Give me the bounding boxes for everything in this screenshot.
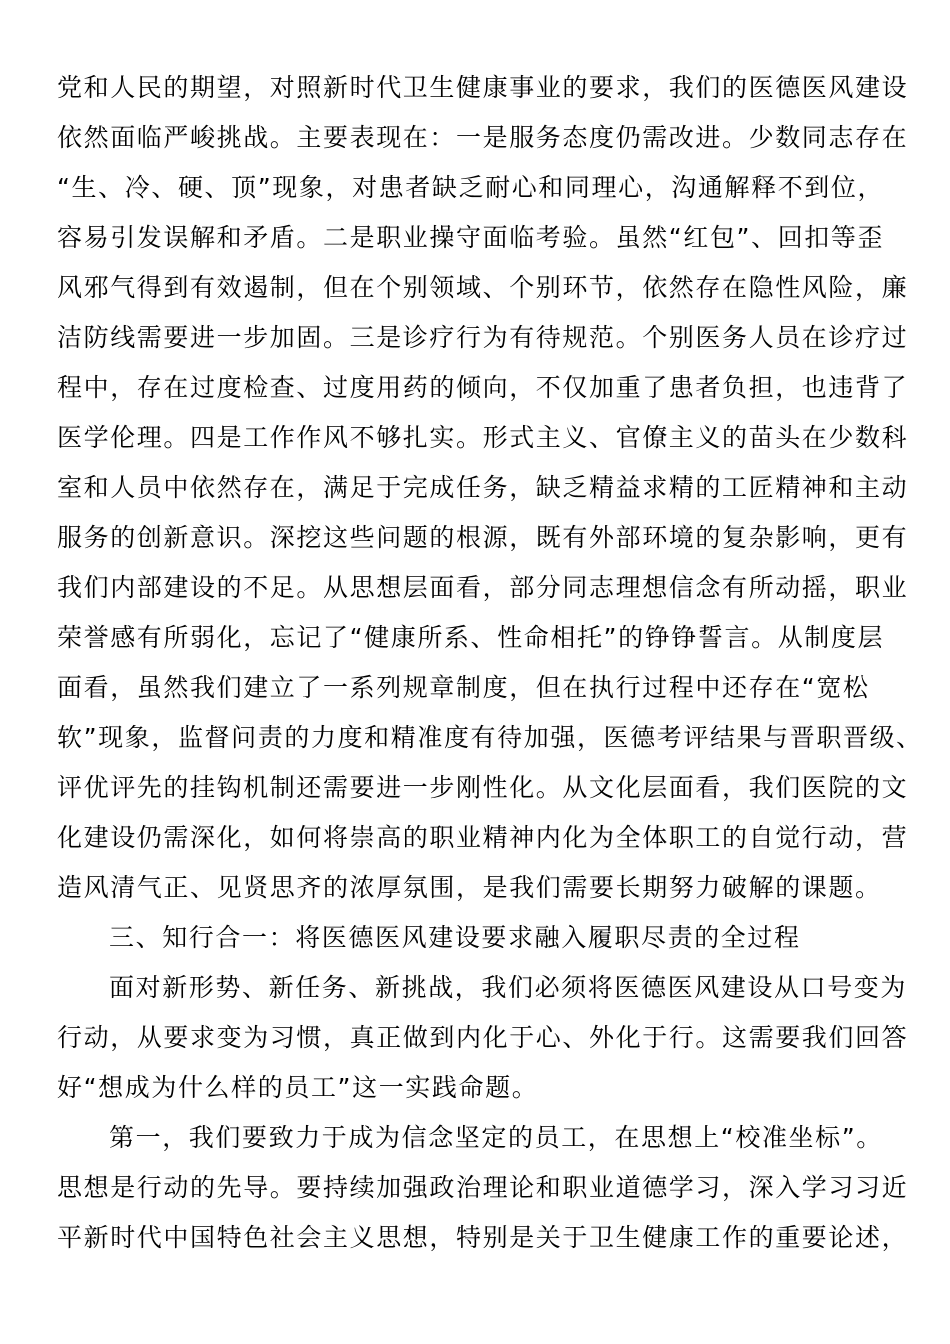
text-line: 化建设仍需深化，如何将崇高的职业精神内化为全体职工的自觉行动，营 [57, 823, 909, 852]
text-line: 面对新形势、新任务、新挑战，我们必须将医德医风建设从口号变为 [109, 973, 908, 1002]
text-line: 党和人民的期望，对照新时代卫生健康事业的要求，我们的医德医风建设 [57, 73, 909, 102]
text-line: 洁防线需要进一步加固。三是诊疗行为有待规范。个别医务人员在诊疗过 [57, 323, 909, 352]
text-line: 医学伦理。四是工作作风不够扎实。形式主义、官僚主义的苗头在少数科 [57, 423, 909, 452]
text-line: 平新时代中国特色社会主义思想，特别是关于卫生健康工作的重要论述， [57, 1223, 909, 1252]
text-line: “生、冷、硬、顶”现象，对患者缺乏耐心和同理心，沟通解释不到位， [57, 173, 885, 202]
text-line: 评优评先的挂钩机制还需要进一步刚性化。从文化层面看，我们医院的文 [57, 773, 909, 802]
text-line: 室和人员中依然存在，满足于完成任务，缺乏精益求精的工匠精神和主动 [57, 473, 909, 502]
section-heading: 三、知行合一：将医德医风建设要求融入履职尽责的全过程 [109, 923, 801, 952]
paragraph-intro [57, 963, 909, 1113]
text-line: 思想是行动的先导。要持续加强政治理论和职业道德学习，深入学习习近 [57, 1173, 909, 1202]
paragraph-first-point [57, 1113, 909, 1263]
text-line: 软”现象，监督问责的力度和精准度有待加强，医德考评结果与晋职晋级、 [57, 723, 923, 752]
text-line: 服务的创新意识。深挖这些问题的根源，既有外部环境的复杂影响，更有 [57, 523, 909, 552]
text-line: 第一，我们要致力于成为信念坚定的员工，在思想上“校准坐标”。 [109, 1123, 883, 1152]
text-line: 面看，虽然我们建立了一系列规章制度，但在执行过程中还存在“宽松 [57, 673, 870, 702]
text-line: 风邪气得到有效遏制，但在个别领域、个别环节，依然存在隐性风险，廉 [57, 273, 909, 302]
text-line: 荣誉感有所弱化，忘记了“健康所系、性命相托”的铮铮誓言。从制度层 [57, 623, 885, 652]
paragraph-problems [57, 63, 923, 913]
text-line: 依然面临严峻挑战。主要表现在：一是服务态度仍需改进。少数同志存在 [57, 123, 909, 152]
text-line: 容易引发误解和矛盾。二是职业操守面临考验。虽然“红包”、回扣等歪 [57, 223, 885, 252]
text-line: 行动，从要求变为习惯，真正做到内化于心、外化于行。这需要我们回答 [57, 1023, 909, 1052]
text-line: 好“想成为什么样的员工”这一实践命题。 [57, 1073, 539, 1102]
text-line: 程中，存在过度检查、过度用药的倾向，不仅加重了患者负担，也违背了 [57, 373, 909, 402]
document-page [57, 63, 923, 1263]
text-line: 造风清气正、见贤思齐的浓厚氛围，是我们需要长期努力破解的课题。 [57, 873, 882, 902]
text-line: 我们内部建设的不足。从思想层面看，部分同志理想信念有所动摇，职业 [57, 573, 909, 602]
